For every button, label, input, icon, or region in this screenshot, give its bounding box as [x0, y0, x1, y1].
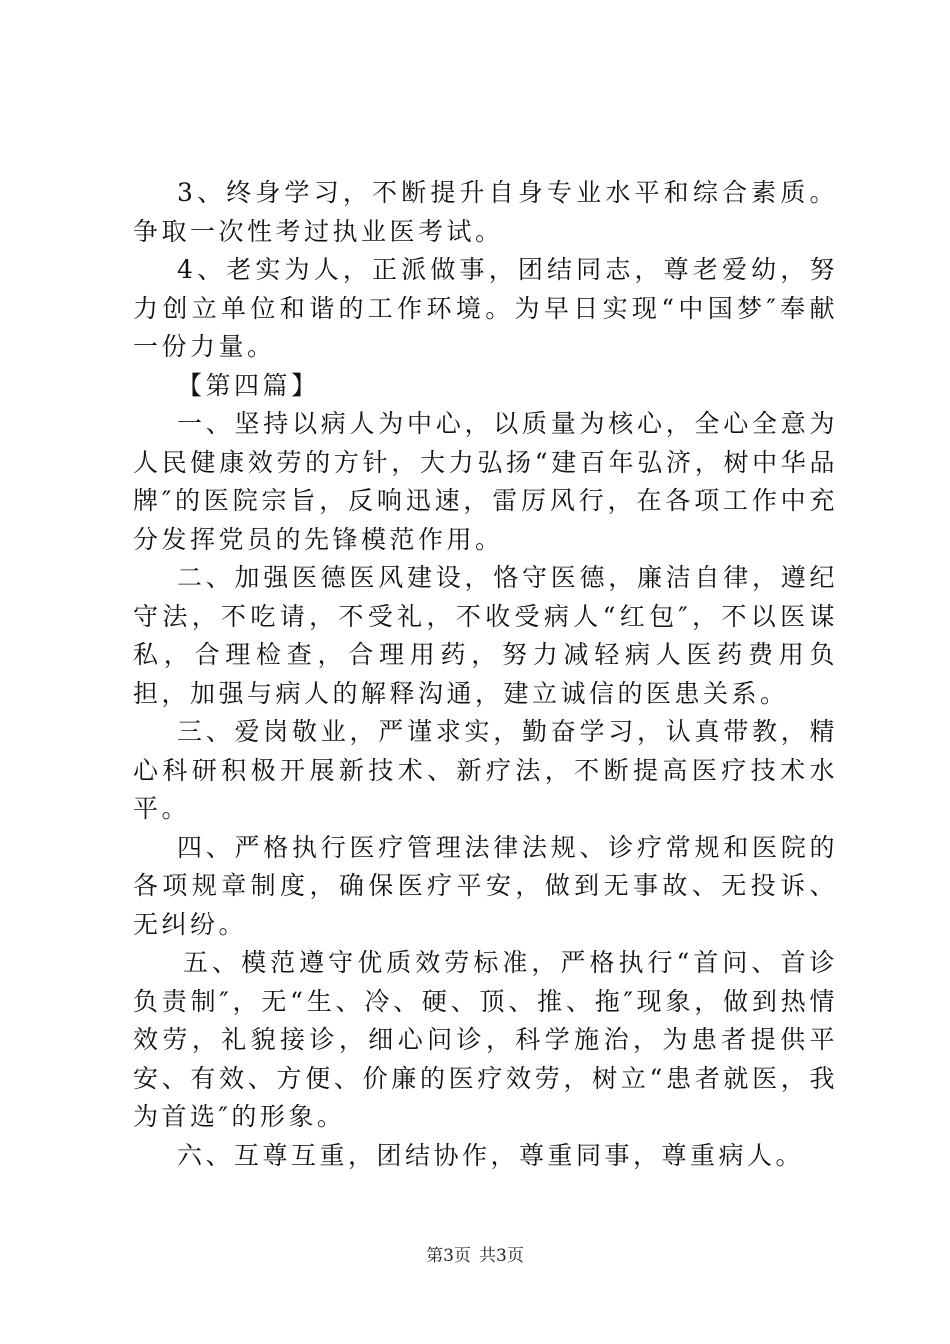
page-number-total: 共3页	[479, 1246, 524, 1266]
paragraph-patient-centered: 一、坚持以病人为中心，以质量为核心，全心全意为人民健康效劳的方针，大力弘扬“建百年弘济，树中华品牌″的医院宗旨，反响迅速，雷厉风行，在各项工作中充分发挥党员的先锋模范作用。	[133, 409, 838, 554]
section-heading: 【第四篇】	[177, 370, 320, 400]
paragraph-mutual-respect: 六、互尊互重，团结协作，尊重同事，尊重病人。	[177, 1140, 805, 1170]
paragraph-medical-ethics: 二、加强医德医风建设，恪守医德，廉洁自律，遵纪守法，不吃请，不受礼，不收受病人“红包″，不以医谋私，合理检查，合理用药，努力减轻病人医药费用负担，加强与病人的解释沟通，建立诚信的医患关系。	[133, 563, 838, 708]
document-body	[133, 174, 838, 1175]
page-number-current: 第3页	[426, 1246, 471, 1266]
paragraph-honest-conduct: 4、老实为人，正派做事，团结同志，尊老爱幼，努力创立单位和谐的工作环境。为早日实现“中国梦″奉献一份力量。	[133, 255, 838, 361]
paragraph-dedication: 三、爱岗敬业，严谨求实，勤奋学习，认真带教，精心科研积极开展新技术、新疗法，不断提高医疗技术水平。	[133, 717, 838, 823]
page-footer	[0, 1245, 950, 1267]
paragraph-quality-service: 五、模范遵守优质效劳标准，严格执行“首问、首诊负责制″，无“生、冷、硬、顶、推、拖″现象，做到热情效劳，礼貌接诊，细心问诊，科学施治，为患者提供平安、有效、方便、价廉的医疗效劳，树立“患者就医，我为首选″的形象。	[133, 948, 838, 1131]
paragraph-lifelong-learning: 3、终身学习，不断提升自身专业水平和综合素质。争取一次性考过执业医考试。	[133, 178, 838, 246]
paragraph-regulations: 四、严格执行医疗管理法律法规、诊疗常规和医院的各项规章制度，确保医疗平安，做到无事故、无投诉、无纠纷。	[133, 832, 838, 939]
